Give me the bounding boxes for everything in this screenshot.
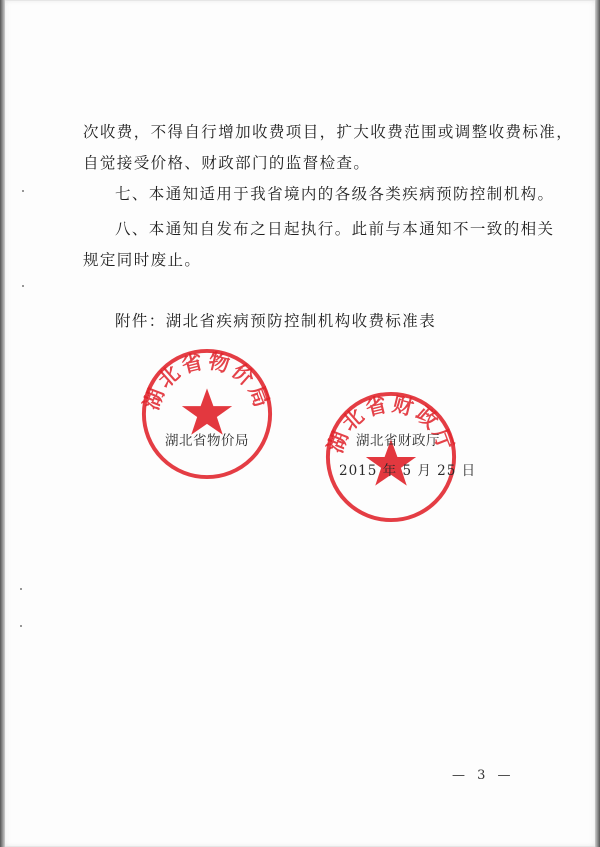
issue-date: 2015 年 5 月 25 日 [339, 463, 477, 479]
finance-department-seal [322, 388, 460, 526]
clause-seven: 七、本通知适用于我省境内的各级各类疾病预防控制机构。 [115, 185, 555, 203]
page-left-shadow [0, 0, 5, 847]
svg-text:湖北省物价局: 湖北省物价局 [139, 348, 275, 414]
attachment-line: 附件：湖北省疾病预防控制机构收费标准表 [115, 312, 437, 330]
issuer-price-bureau: 湖北省物价局 [165, 433, 249, 449]
price-bureau-seal [138, 345, 276, 483]
scan-speck [22, 285, 24, 287]
page-right-shadow [595, 0, 600, 847]
scan-speck [20, 588, 22, 590]
issuer-finance-department: 湖北省财政厅 [356, 433, 440, 449]
scan-speck [20, 625, 22, 627]
clause-eight: 八、本通知自发布之日起执行。此前与本通知不一致的相关 [115, 220, 555, 238]
body-line-2: 自觉接受价格、财政部门的监督检查。 [83, 154, 371, 172]
clause-eight-continued: 规定同时废止。 [83, 251, 202, 269]
body-line-1: 次收费，不得自行增加收费项目，扩大收费范围或调整收费标准， [83, 123, 574, 141]
scan-speck [22, 190, 24, 192]
svg-text:湖北省财政厅: 湖北省财政厅 [323, 391, 459, 457]
page-number: — 3 — [452, 768, 515, 783]
